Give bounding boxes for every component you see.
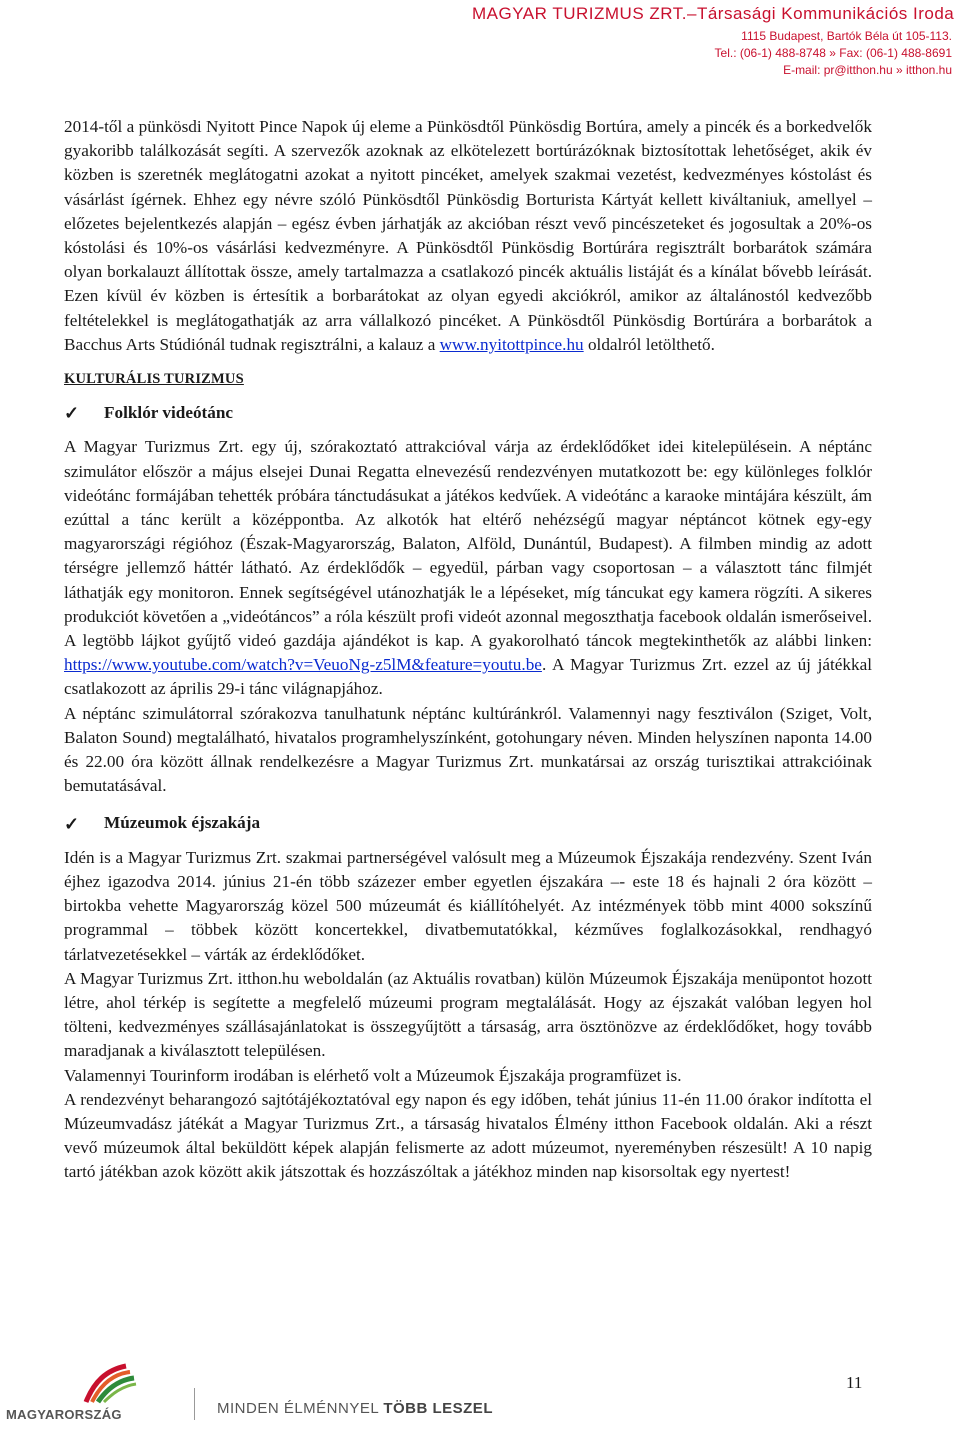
checkmark-icon: ✓	[64, 403, 80, 424]
logo-text: MAGYARORSZÁG	[6, 1407, 122, 1422]
subheading-muzeumok-ejszakaja: ✓ Múzeumok éjszakája	[64, 813, 261, 834]
paragraph-muzeumok-1: Idén is a Magyar Turizmus Zrt. szakmai partnerségével valósult meg a Múzeumok Éjszakája rendezvény. Szent Iván éjhez igazodva 2014. június 21-én több százezer ember egyetlen éjszakára –- este 18 és hajnali 2 óra között – birtokba vehette Magyarország közel 500 múzeumát és kiállítóhelyét. Az intézmények több mint 4000 sokszínű programmal – többek között koncertekkel, divatbemutatókkal, kézműves foglalkozásokkal, rendhagyó tárlatvezetésekkel – várták az érdeklődőket.	[64, 847, 872, 964]
document-body	[64, 115, 872, 1185]
letterhead-email-web: E-mail: pr@itthon.hu » itthon.hu	[783, 63, 952, 77]
paragraph-muzeumok-4: A rendezvényt beharangozó sajtótájékoztatóval egy napon és egy időben, tehát június 11-én 11.00 órakor indította el Múzeumvadász játékát a Magyar Turizmus Zrt., a társaság hivatalos Élmény itthon Facebook oldalán. Aki a részt vevő múzeumok által beküldött képek alapján felismerte az adott múzeumot, nyereményben részesült! A 10 napig tartó játékban azok között akik játszottak és hozzászóltak a játékhoz minden nap kisorsoltak egy nyertest!	[64, 1089, 872, 1182]
link-youtube[interactable]: https://www.youtube.com/watch?v=VeuoNg-z5lM&feature=youtu.be	[64, 655, 542, 675]
section-heading-kulturalis-turizmus: KULTURÁLIS TURIZMUS	[64, 371, 244, 388]
office-name: Társasági Kommunikációs Iroda	[696, 4, 955, 23]
page-number: 11	[846, 1373, 863, 1392]
paragraph-neptanc-szimulator: A néptánc szimulátorral szórakozva tanulhatunk néptánc kultúránkról. Valamennyi nagy fesztiválon (Sziget, Volt, Balaton Sound) megtalálható, hivatalos programhelyszínként, gotohungary néven. Minden helyszínen naponta 14.00 és 22.00 óra között állnak rendelkezésre a Magyar Turizmus Zrt. munkatársai az ország turisztikai attrakcióinak bemutatásával.	[64, 703, 872, 796]
brand-separator: –	[686, 4, 697, 23]
paragraph-muzeumok-2: A Magyar Turizmus Zrt. itthon.hu weboldalán (az Aktuális rovatban) külön Múzeumok Éjszakája menüpontot hozott létre, ahol térkép is segítette a megfelelő múzeumi program megtalálását. Hogy az éjszakát valóban legyen hol tölteni, kedvezményes szállásajánlatokat is összegyűjtött a társaság, arra ösztönözve az érdeklődőket, hogy tovább maradjanak a kiválasztott településen.	[64, 968, 872, 1061]
magyarorszag-logo	[6, 1362, 176, 1430]
brand-name: MAGYAR TURIZMUS ZRT.	[472, 4, 687, 23]
paragraph-videotanc: A Magyar Turizmus Zrt. egy új, szórakoztató attrakcióval várja az érdeklődőket idei kitelepülésein. A néptánc szimulátor először a május elsejei Dunai Regatta elnevezésű rendezvényen mutatkozott be: egy különleges folklór videótánc formájában tehették próbára tánctudásukat a játékos kedvűek. A videótánc a karaoke mintájára készült, ám ezúttal a tánc került a középpontba. Az alkotók hat eltérő nehézségű magyar néptáncot kötnek egy-egy magyarországi régióhoz (Észak-Magyarország, Balaton, Alföld, Dunántúl, Budapest). A filmben mindig az adott térségre jellemző háttér látható. Az érdeklődők – egyedül, párban vagy csoportosan – a választott tánc filmjét láthatják egy monitoron. Ennek segítségével utánozhatják le a lépéseket, míg táncukat egy kamera rögzíti. A sikeres produkciót követően a „videótáncos” a róla készült profi videót azonnal megoszthatja facebook oldalán ismerőseivel. A legtöbb lájkot gyűjtő videó gazdája ajándékot is kap. A gyakorolható táncok megtekinthetők az alábbi linken: https://www.youtube.com/watch?v=VeuoNg-z5lM&feature=youtu.be. A Magyar Turizmus Zrt. ezzel az új játékkal csatlakozott az április 29-i tánc világnapjához.	[64, 437, 872, 699]
paragraph-bortura: 2014-től a pünkösdi Nyitott Pince Napok új eleme a Pünkösdtől Pünkösdig Bortúra, amely a pincék és a borkedvelők gyakoribb találkozását segíti. A szervezők azoknak az elkötelezett bortúrázóknak biztosítottak lehetőséget, akik év közben is szeretnék meglátogatni azokat a nyitott pincéket, amelyek szakmai vezetést, kedvezményes kóstolást és vásárlást ígérnek. Ehhez egy névre szóló Pünkösdtől Pünkösdig Borturista Kártyát kellett kiváltaniuk, amellyel – előzetes bejelentkezés alapján – egész évben járhatják az akcióban részt vevő pincészeteket és jogosultak a 20%-os kóstolási és 10%-os vásárlási kedvezményre. A Pünkösdtől Pünkösdig Bortúrára regisztrált borbarátok számára olyan borkalauzt állítottak össze, amely tartalmazza a csatlakozó pincék aktuális listáját és a kínálat bővebb leírását. Ezen kívül év közben is értesítik a borbarátokat az olyan egyedi akciókról, amikor az általánostól kedvezőbb feltételekkel is meglátogathatják az arra vállalkozó pincéket. A Pünkösdtől Pünkösdig Bortúrára a borbarátok a Bacchus Arts Stúdiónál tudnak regisztrálni, a kalauz a www.nyitottpince.hu oldalról letölthető.	[64, 117, 872, 354]
footer-slogan: MINDEN ÉLMÉNNYEL TÖBB LESZEL	[217, 1400, 493, 1417]
ribbon-logo-icon	[26, 1362, 176, 1406]
letterhead	[472, 4, 955, 79]
footer-divider	[194, 1388, 195, 1420]
letterhead-phone-fax: Tel.: (06-1) 488-8748 » Fax: (06-1) 488-8691	[714, 46, 952, 60]
link-nyitottpince[interactable]: www.nyitottpince.hu	[439, 334, 584, 354]
subheading-folklor-videotanc: ✓ Folklór videótánc	[64, 403, 234, 424]
checkmark-icon: ✓	[64, 813, 80, 834]
letterhead-address: 1115 Budapest, Bartók Béla út 105-113.	[741, 29, 952, 43]
letterhead-title	[472, 4, 955, 24]
paragraph-muzeumok-3: Valamennyi Tourinform irodában is elérhető volt a Múzeumok Éjszakája programfüzet is.	[64, 1065, 682, 1085]
